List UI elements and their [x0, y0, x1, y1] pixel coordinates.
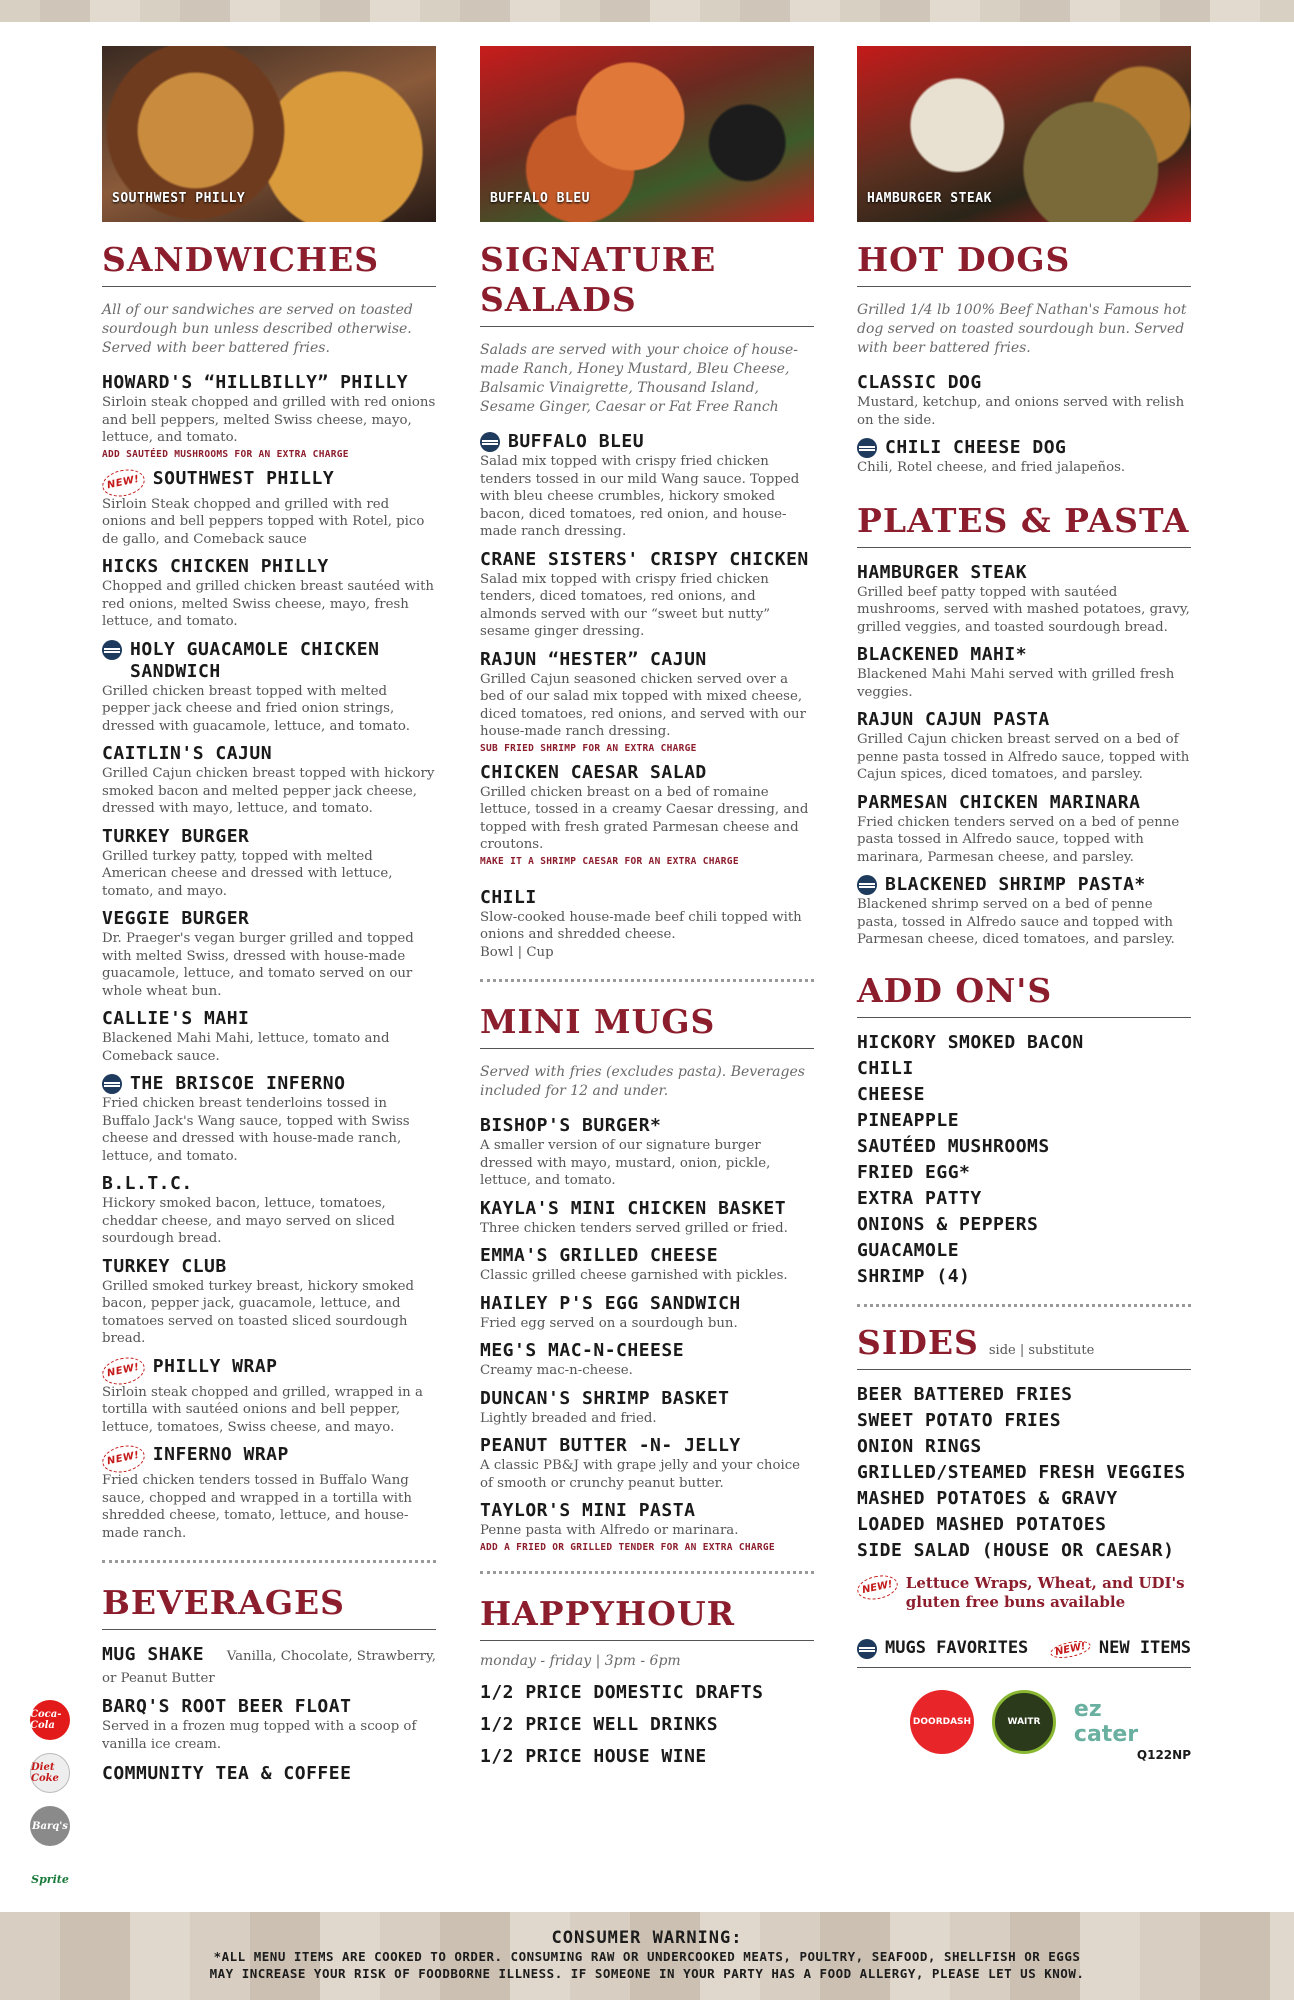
item-note: MAKE IT A SHRIMP CAESAR FOR AN EXTRA CHARGE [480, 855, 739, 867]
item-name: HICKS CHICKEN PHILLY [102, 556, 329, 577]
side-item: SIDE SALAD (HOUSE OR CAESAR) [857, 1539, 1175, 1561]
menu-item [102, 1073, 436, 1165]
item-name: CAITLIN'S CAJUN [102, 743, 273, 764]
gluten-free-note [857, 1574, 1191, 1612]
menu-item [102, 743, 436, 818]
mugs-favorite-icon [102, 640, 122, 660]
warning-line: MAY INCREASE YOUR RISK OF FOODBORNE ILLNESS. IF SOMEONE IN YOUR PARTY HAS A FOOD ALLERGY, PLEASE LET US KNOW. [209, 1966, 1085, 1981]
salads-title: SIGNATURE SALADS [480, 240, 814, 327]
side-item: BEER BATTERED FRIES [857, 1383, 1073, 1405]
item-extra: Bowl | Cup [480, 944, 554, 960]
happyhour-hours: monday - friday | 3pm - 6pm [480, 1652, 681, 1669]
menu-item [480, 549, 814, 641]
item-desc: Grilled smoked turkey breast, hickory smoked bacon, pepper jack, guacamole, lettuce, and tomatoes served on toasted sliced sourdough bread. [102, 1278, 414, 1346]
item-desc: Sirloin Steak chopped and grilled with red onions and bell peppers topped with Rotel, pico de gallo, and Comeback sauce [102, 496, 425, 547]
menu-item [102, 1008, 436, 1065]
menu-item [102, 1256, 436, 1348]
legend-favorites: MUGS FAVORITES [885, 1638, 1029, 1658]
item-name: VEGGIE BURGER [102, 908, 250, 929]
menu-item [857, 709, 1191, 784]
item-desc: Grilled turkey patty, topped with melted American cheese and dressed with lettuce, tomato, and mayo. [102, 848, 393, 899]
item-name: BISHOP'S BURGER* [480, 1115, 662, 1136]
item-desc: Grilled beef patty topped with sautéed mushrooms, served with mashed potatoes, gravy, grilled veggies, and toasted sourdough bread. [857, 584, 1190, 635]
menu-item [480, 1500, 814, 1553]
mugs-favorite-icon [857, 1639, 877, 1659]
item-name: MUG SHAKE [102, 1644, 205, 1665]
mugs-favorite-icon [102, 1074, 122, 1094]
sides-subtitle: side | substitute [988, 1342, 1095, 1358]
photo-label: SOUTHWEST PHILLY [112, 191, 246, 206]
item-name: DUNCAN'S SHRIMP BASKET [480, 1387, 730, 1409]
happyhour-item: 1/2 PRICE DOMESTIC DRAFTS [480, 1681, 764, 1703]
menu-item [480, 762, 814, 867]
item-name: TURKEY CLUB [102, 1255, 227, 1277]
menu-item [480, 1435, 814, 1492]
legend [857, 1638, 1191, 1668]
menu-item [857, 644, 1191, 701]
waitr-logo-icon: WAITR [992, 1690, 1056, 1754]
delivery-partners [857, 1690, 1191, 1754]
menu-item [480, 1198, 814, 1238]
item-desc: Blackened shrimp served on a bed of penne pasta, tossed in Alfredo sauce and topped with Parmesan cheese, diced tomatoes, and parsley. [857, 897, 1175, 947]
dotted-divider [480, 1571, 814, 1574]
menu-item [480, 1340, 814, 1380]
dotted-divider [480, 979, 814, 982]
side-item: LOADED MASHED POTATOES [857, 1513, 1107, 1535]
column-middle [480, 46, 814, 1773]
addon-item: HICKORY SMOKED BACON [857, 1031, 1084, 1053]
hotdogs-title: HOT DOGS [857, 240, 1191, 287]
item-desc: Grilled Cajun seasoned chicken served over a bed of our salad mix topped with mixed cheese, diced tomatoes, red onions, and served with our house-made ranch dressing. [480, 671, 806, 739]
item-desc: Fried chicken tenders served on a bed of penne pasta tossed in Alfredo sauce, topped with marinara, Parmesan cheese, and parsley. [857, 814, 1180, 865]
sides-list [857, 1382, 1191, 1564]
diet-coke-logo-icon: Diet Coke [30, 1753, 70, 1793]
menu-item [480, 431, 814, 541]
item-desc: A classic PB&J with grape jelly and your choice of smooth or crunchy peanut butter. [480, 1458, 801, 1491]
photo-label: BUFFALO BLEU [490, 191, 590, 206]
plates-title: PLATES & PASTA [857, 501, 1191, 548]
item-desc: Vanilla, Chocolate, Strawberry, or Peanut Butter [102, 1649, 436, 1686]
item-name: RAJUN CAJUN PASTA [857, 709, 1050, 730]
photo-hamburger-steak [857, 46, 1191, 222]
barqs-logo-icon: Barq's [30, 1806, 70, 1846]
addon-item: CHEESE [857, 1083, 926, 1105]
item-name: MEG'S MAC-N-CHEESE [480, 1340, 685, 1361]
menu-item [857, 874, 1191, 949]
legend-new: NEW ITEMS [1098, 1638, 1191, 1658]
menu-item [102, 1173, 436, 1248]
column-right [857, 46, 1191, 1762]
addons-list [857, 1030, 1191, 1290]
item-desc: Creamy mac-n-cheese. [480, 1363, 633, 1378]
photo-label: HAMBURGER STEAK [867, 191, 992, 206]
item-name: TAYLOR'S MINI PASTA [480, 1500, 696, 1521]
menu-item [857, 372, 1191, 429]
item-desc: Chili, Rotel cheese, and fried jalapeños. [857, 460, 1126, 475]
menu-item [480, 649, 814, 754]
side-item: ONION RINGS [857, 1435, 982, 1457]
item-name: BUFFALO BLEU [508, 431, 645, 452]
item-desc: Salad mix topped with crispy fried chicken tenders, diced tomatoes, red onions, and almonds served with our “sweet but nutty” sesame ginger dressing. [480, 571, 771, 639]
new-badge-icon: NEW! [100, 1442, 147, 1476]
menu-item [480, 887, 814, 962]
addon-item: EXTRA PATTY [857, 1187, 982, 1209]
salads-intro: Salads are served with your choice of house-made Ranch, Honey Mustard, Bleu Cheese, Balsamic Vinaigrette, Thousand Island, Sesame Ginger, Caesar or Fat Free Ranch [480, 342, 799, 415]
item-desc: Sirloin steak chopped and grilled with red onions and bell peppers, melted Swiss cheese, mayo, lettuce, and tomato. [102, 395, 436, 445]
warning-title: CONSUMER WARNING: [551, 1928, 743, 1948]
side-item: SWEET POTATO FRIES [857, 1409, 1062, 1431]
item-name: BLACKENED MAHI* [857, 644, 1028, 665]
item-name: CHICKEN CAESAR SALAD [480, 761, 707, 783]
warning-line: *ALL MENU ITEMS ARE COOKED TO ORDER. CONSUMING RAW OR UNDERCOOKED MEATS, POULTRY, SEAFOOD, SHELLFISH OR EGGS [213, 1949, 1081, 1964]
sandwiches-intro: All of our sandwiches are served on toasted sourdough bun unless described otherwise. Served with beer battered fries. [102, 302, 413, 356]
gluten-free-text: Lettuce Wraps, Wheat, and UDI's gluten free buns available [905, 1573, 1185, 1611]
new-badge-icon: NEW! [100, 465, 147, 499]
dotted-divider [102, 1560, 436, 1563]
item-name: CHILI [480, 886, 537, 908]
beverage-logos [30, 1700, 74, 1912]
addon-item: CHILI [857, 1057, 914, 1079]
wood-border-top [0, 0, 1294, 22]
item-desc: Chopped and grilled chicken breast sautéed with red onions, melted Swiss cheese, mayo, fresh lettuce, and tomato. [102, 579, 435, 629]
sides-header [857, 1323, 1191, 1370]
item-name: SOUTHWEST PHILLY [152, 467, 335, 489]
hotdogs-intro: Grilled 1/4 lb 100% Beef Nathan's Famous hot dog served on toasted sourdough bun. Served with beer battered fries. [857, 302, 1187, 356]
item-name: HAMBURGER STEAK [857, 561, 1028, 583]
item-desc: Classic grilled cheese garnished with pickles. [480, 1268, 788, 1283]
item-name: PEANUT BUTTER -N- JELLY [480, 1435, 741, 1456]
new-badge-icon: NEW! [1049, 1637, 1092, 1660]
item-desc: Salad mix topped with crispy fried chicken tenders tossed in our mild Wang sauce. Topped with bleu cheese crumbles, hickory smoked bacon, diced tomatoes, red onion, and house-made ranch dressing. [480, 454, 800, 539]
column-left [102, 46, 436, 1793]
dotted-divider [857, 1304, 1191, 1307]
new-badge-icon: NEW! [100, 1353, 147, 1387]
addon-item: PINEAPPLE [857, 1109, 960, 1131]
item-desc: Grilled chicken breast topped with melted pepper jack cheese and fried onion strings, dressed with guacamole, lettuce, and tomato. [102, 683, 410, 734]
item-name: HOWARD'S “HILLBILLY” PHILLY [102, 372, 409, 393]
photo-buffalo-bleu [480, 46, 814, 222]
item-name: COMMUNITY TEA & COFFEE [102, 1763, 352, 1784]
item-name: CRANE SISTERS' CRISPY CHICKEN [480, 548, 809, 570]
menu-item [857, 562, 1191, 637]
photo-southwest-philly [102, 46, 436, 222]
consumer-warning-footer [0, 1912, 1294, 2000]
menu-item [102, 1696, 436, 1753]
item-desc: Sirloin steak chopped and grilled, wrapped in a tortilla with sautéed onions and bell pepper, lettuce, tomatoes, Swiss cheese, and mayo. [102, 1384, 423, 1435]
item-name: CLASSIC DOG [857, 372, 982, 393]
item-note: ADD A FRIED OR GRILLED TENDER FOR AN EXTRA CHARGE [480, 1541, 775, 1553]
menu-item [480, 1293, 814, 1333]
item-desc: Grilled chicken breast on a bed of romaine lettuce, tossed in a creamy Caesar dressing, and topped with fresh grated Parmesan cheese and croutons. [480, 784, 809, 852]
item-name: KAYLA'S MINI CHICKEN BASKET [480, 1197, 787, 1219]
beverages-title: BEVERAGES [102, 1583, 436, 1630]
item-desc: A smaller version of our signature burger dressed with mayo, mustard, onion, pickle, lettuce, and tomato. [480, 1138, 771, 1188]
item-name: BARQ'S ROOT BEER FLOAT [102, 1696, 352, 1717]
addons-title: ADD ON'S [857, 971, 1191, 1018]
item-desc: Grilled Cajun chicken breast topped with hickory smoked bacon and melted pepper jack cheese, dressed with mayo, lettuce, and tomato. [102, 766, 435, 816]
coca-cola-logo-icon: Coca-Cola [30, 1700, 70, 1740]
item-note: ADD SAUTÉED MUSHROOMS FOR AN EXTRA CHARGE [102, 448, 349, 460]
menu-item [102, 826, 436, 901]
menu-item [102, 556, 436, 631]
item-name: BLACKENED SHRIMP PASTA* [885, 874, 1146, 895]
side-item: GRILLED/STEAMED FRESH VEGGIES [857, 1461, 1186, 1483]
item-name: B.L.T.C. [102, 1173, 193, 1194]
menu-item [857, 437, 1191, 477]
sides-title: SIDES [857, 1322, 979, 1362]
doordash-logo-icon: DOORDASH [910, 1690, 974, 1754]
minimugs-title: MINI MUGS [480, 1002, 814, 1049]
item-name: HOLY GUACAMOLE CHICKEN SANDWICH [130, 638, 380, 682]
mugs-favorite-icon [857, 875, 877, 895]
menu-code: Q122NP [1136, 1747, 1191, 1762]
menu-item [480, 1115, 814, 1190]
menu-item [102, 908, 436, 1000]
item-name: THE BRISCOE INFERNO [130, 1073, 346, 1094]
item-desc: Slow-cooked house-made beef chili topped with onions and shredded cheese. [480, 909, 802, 942]
item-desc: Hickory smoked bacon, lettuce, tomatoes, cheddar cheese, and mayo served on sliced sourdough bread. [102, 1196, 395, 1246]
item-desc: Mustard, ketchup, and onions served with relish on the side. [857, 395, 1185, 428]
item-name: PARMESAN CHICKEN MARINARA [857, 791, 1141, 813]
minimugs-intro: Served with fries (excludes pasta). Beverages included for 12 and under. [480, 1064, 805, 1099]
sprite-logo-icon: Sprite [30, 1859, 70, 1899]
item-note: SUB FRIED SHRIMP FOR AN EXTRA CHARGE [480, 742, 697, 754]
addon-item: GUACAMOLE [857, 1239, 960, 1261]
item-name: HAILEY P'S EGG SANDWICH [480, 1292, 741, 1314]
item-name: CHILI CHEESE DOG [885, 437, 1067, 458]
item-desc: Lightly breaded and fried. [480, 1410, 657, 1426]
happyhour-item: 1/2 PRICE WELL DRINKS [480, 1713, 719, 1735]
side-item: MASHED POTATOES & GRAVY [857, 1487, 1118, 1509]
addon-item: ONIONS & PEPPERS [857, 1213, 1039, 1235]
sandwiches-title: SANDWICHES [102, 240, 436, 287]
mugs-favorite-icon [480, 432, 500, 452]
item-desc: Penne pasta with Alfredo or marinara. [480, 1523, 739, 1538]
item-desc: Three chicken tenders served grilled or fried. [480, 1220, 788, 1236]
menu-item [102, 639, 436, 736]
happyhour-item: 1/2 PRICE HOUSE WINE [480, 1745, 707, 1767]
item-name: PHILLY WRAP [152, 1355, 278, 1377]
menu-item [102, 1444, 436, 1542]
item-name: CALLIE'S MAHI [102, 1008, 250, 1029]
item-desc: Served in a frozen mug topped with a scoop of vanilla ice cream. [102, 1719, 417, 1752]
menu-item [480, 1388, 814, 1428]
ezcater-logo-icon: ez cater [1074, 1690, 1138, 1754]
menu-item [102, 468, 436, 549]
addon-item: SAUTÉED MUSHROOMS [857, 1135, 1050, 1157]
addon-item: FRIED EGG* [857, 1161, 971, 1183]
item-desc: Fried chicken breast tenderloins tossed in Buffalo Jack's Wang sauce, topped with Swiss cheese and dressed with house-made ranch, lettuce, and tomato. [102, 1096, 410, 1164]
menu-item [857, 792, 1191, 867]
item-desc: Blackened Mahi Mahi, lettuce, tomato and Comeback sauce. [102, 1031, 390, 1064]
mugs-favorite-icon [857, 438, 877, 458]
menu-item [102, 1356, 436, 1437]
item-name: EMMA'S GRILLED CHEESE [480, 1245, 719, 1266]
menu-item [102, 1763, 436, 1785]
menu-item [480, 1245, 814, 1285]
item-desc: Grilled Cajun chicken breast served on a bed of penne pasta tossed in Alfredo sauce, topped with Cajun spices, diced tomatoes, and parsley. [857, 732, 1190, 782]
item-desc: Dr. Praeger's vegan burger grilled and topped with melted Swiss, dressed with house-made guacamole, lettuce, and tomato served on our whole wheat bun. [102, 931, 414, 999]
menu-item [102, 372, 436, 460]
item-name: RAJUN “HESTER” CAJUN [480, 648, 707, 670]
item-desc: Fried egg served on a sourdough bun. [480, 1315, 738, 1331]
item-desc: Blackened Mahi Mahi served with grilled fresh veggies. [857, 667, 1175, 700]
item-name: INFERNO WRAP [152, 1444, 289, 1465]
item-name: TURKEY BURGER [102, 825, 250, 847]
happyhour-title: HAPPYHOUR [480, 1594, 814, 1641]
item-desc: Fried chicken tenders tossed in Buffalo Wang sauce, chopped and wrapped in a tortilla with shredded cheese, tomato, lettuce, and house-made ranch. [102, 1473, 412, 1541]
new-badge-icon: NEW! [855, 1572, 900, 1603]
addon-item: SHRIMP (4) [857, 1265, 971, 1287]
menu-item [102, 1644, 436, 1688]
